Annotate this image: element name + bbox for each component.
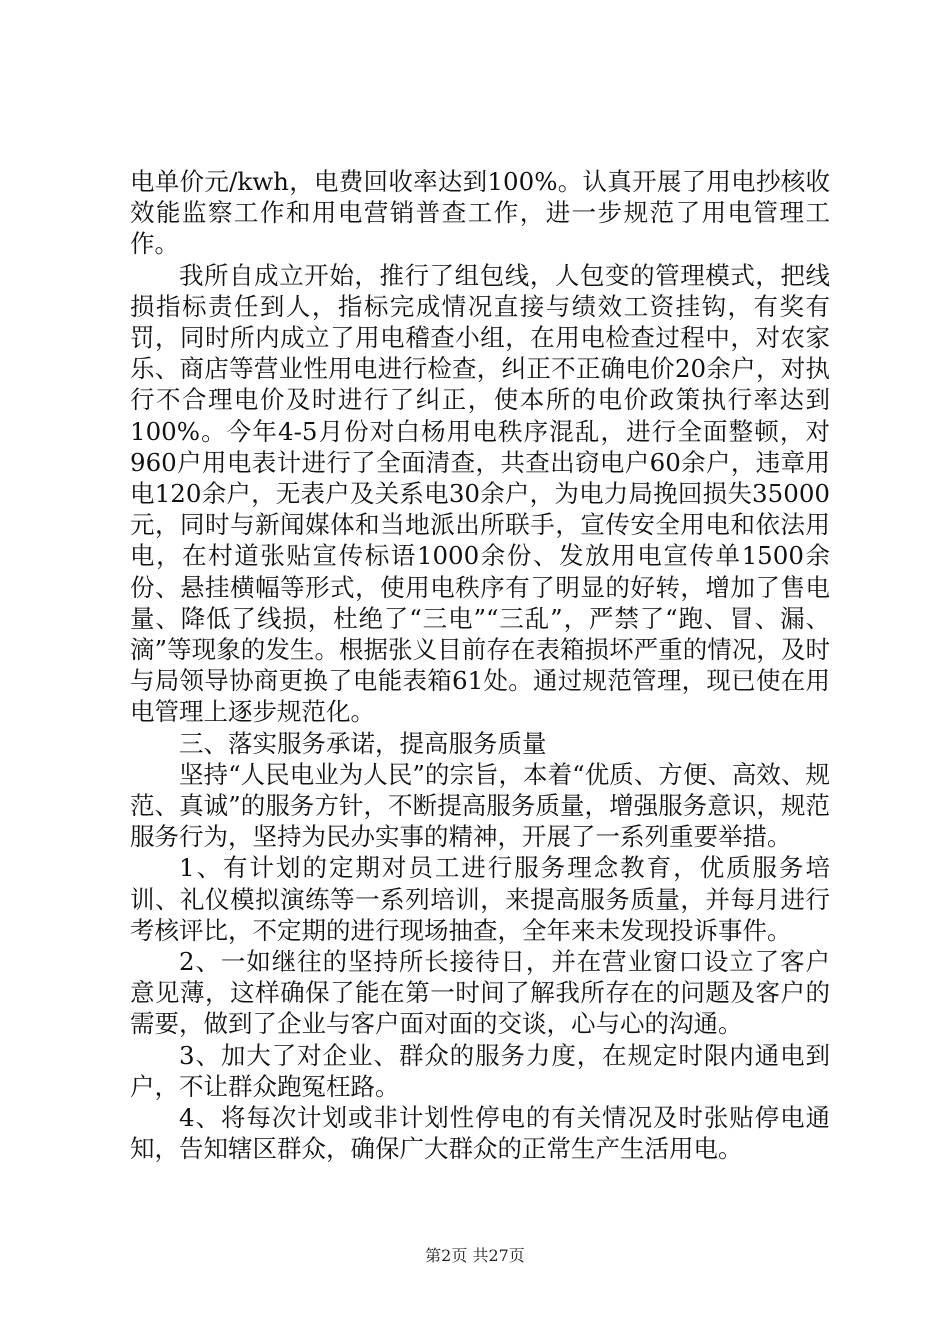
document-body bbox=[130, 166, 830, 1165]
list-item-1: 1、有计划的定期对员工进行服务理念教育，优质服务培训、礼仪模拟演练等一系列培训，来提高服务质量，并每月进行考核评比，不定期的进行现场抽查，全年来未发现投诉事件。 bbox=[130, 853, 830, 945]
page-number-footer: 第2页 共27页 bbox=[425, 1246, 525, 1265]
list-item-2: 2、一如继往的坚持所长接待日，并在营业窗口设立了客户意见薄，这样确保了能在第一时间了解我所存在的问题及客户的需要，做到了企业与客户面对面的交谈，心与心的沟通。 bbox=[130, 947, 830, 1039]
paragraph-line-loss-management: 我所自成立开始，推行了组包线，人包变的管理模式，把线损指标责任到人，指标完成情况直接与绩效工资挂钩，有奖有罚，同时所内成立了用电稽查小组，在用电检查过程中，对农家乐、商店等营业性用电进行检查，纠正不正确电价20余户，对执行不合理电价及时进行了纠正，使本所的电价政策执行率达到100%。今年4-5月份对白杨用电秩序混乱，进行全面整顿，对960户用电表计进行了全面清查，共查出窃电户60余户，违章用电120余户，无表户及关系电30余户，为电力局挽回损失35000元，同时与新闻媒体和当地派出所联手，宣传安全用电和依法用电，在村道张贴宣传标语1000余份、发放用电宣传单1500余份、悬挂横幅等形式，使用电秩序有了明显的好转，增加了售电量、降低了线损，杜绝了“三电”“三乱”，严禁了“跑、冒、漏、滴”等现象的发生。根据张义目前存在表箱损坏严重的情况，及时与局领导协商更换了电能表箱61处。通过规范管理，现已使在用电管理上逐步规范化。 bbox=[130, 260, 830, 727]
paragraph-service-principle: 坚持“人民电业为人民”的宗旨，本着“优质、方便、高效、规范、真诚”的服务方针，不断提高服务质量，增强服务意识，规范服务行为，坚持为民办实事的精神，开展了一系列重要举措。 bbox=[130, 759, 830, 852]
section-heading-service: 三、落实服务承诺，提高服务质量 bbox=[179, 728, 547, 758]
list-item-3: 3、加大了对企业、群众的服务力度，在规定时限内通电到户，不让群众跑冤枉路。 bbox=[130, 1040, 830, 1101]
list-item-4: 4、将每次计划或非计划性停电的有关情况及时张贴停电通知，告知辖区群众，确保广大群众的正常生产生活用电。 bbox=[130, 1103, 830, 1164]
paragraph-continuation: 电单价元/kwh，电费回收率达到100%。认真开展了用电抄核收效能监察工作和用电营销普查工作，进一步规范了用电管理工作。 bbox=[130, 167, 830, 259]
